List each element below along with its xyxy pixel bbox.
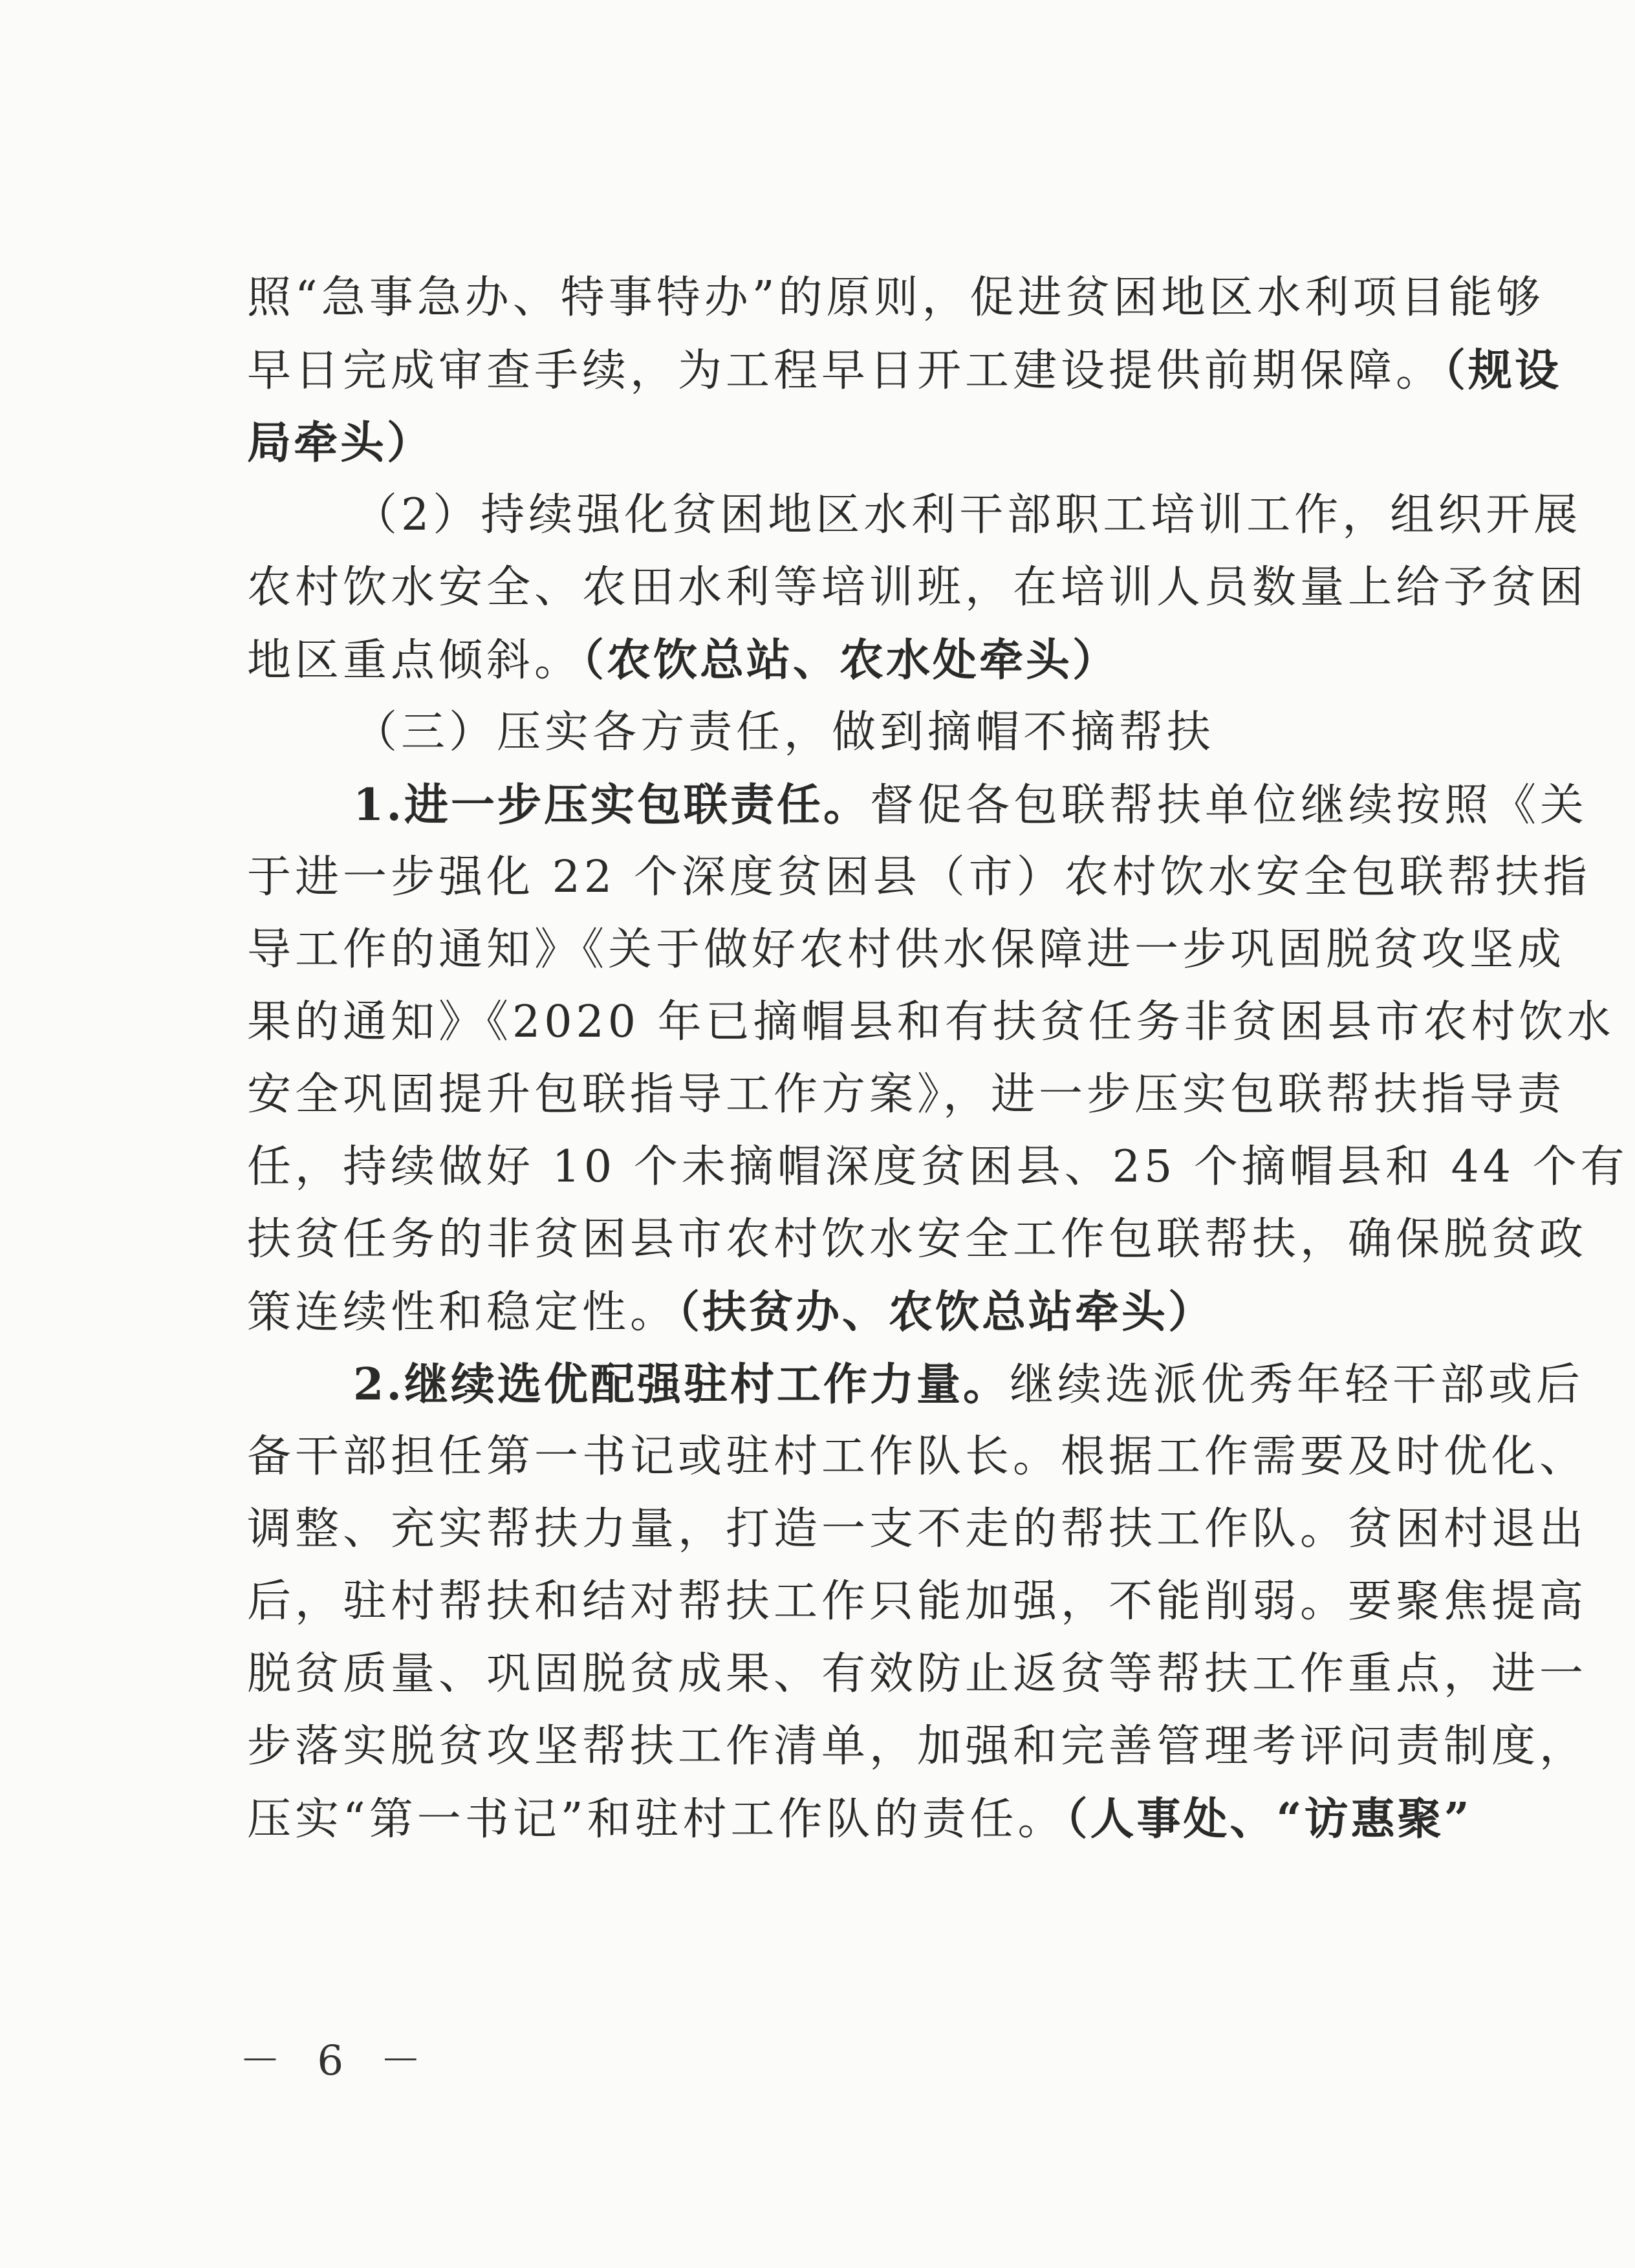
- text-segment: 策连续性和稳定性。: [247, 1287, 678, 1338]
- bold-text-segment: （扶贫办、农饮总站牵头）: [678, 1286, 1215, 1338]
- text-line: [247, 1493, 1588, 1566]
- text-segment: 扶贫任务的非贫困县市农村饮水安全工作包联帮扶，确保脱贫政: [247, 1214, 1588, 1265]
- text-segment: 督促各包联帮扶单位继续按照《关: [870, 780, 1588, 831]
- text-segment: （三）压实各方责任，做到摘帽不摘帮扶: [353, 707, 1215, 758]
- text-segment: 照“急事急办、特事特办”的原则，促进贫困地区水利项目能够: [247, 272, 1544, 323]
- text-segment: 脱贫质量、巩固脱贫成果、有效防止返贫等帮扶工作重点，进一: [247, 1648, 1588, 1700]
- text-line: [247, 914, 1566, 986]
- text-line: [247, 1131, 1629, 1204]
- text-line: [247, 624, 1437, 697]
- text-segment: 农村饮水安全、农田水利等培训班，在培训人员数量上给予贫困: [247, 562, 1588, 613]
- text-line: [247, 1059, 1566, 1131]
- text-segment: 地区重点倾斜。: [247, 635, 583, 686]
- page-number: － 6 －: [239, 2037, 433, 2085]
- text-line: [247, 479, 1582, 552]
- text-segment: 安全巩固提升包联指导工作方案》，进一步压实包联帮扶指导责: [247, 1069, 1566, 1120]
- bold-text-segment: （农饮总站、农水处牵头）: [582, 634, 1120, 686]
- text-segment: 于进一步强化 22 个深度贫困县（市）农村饮水安全包联帮扶指: [247, 852, 1591, 903]
- text-segment: （2）持续强化贫困地区水利干部职工培训工作，组织开展: [353, 490, 1582, 541]
- text-line: [247, 552, 1588, 624]
- text-segment: 备干部担任第一书记或驻村工作队长。根据工作需要及时优化、: [247, 1431, 1588, 1482]
- text-line: [247, 1421, 1588, 1493]
- bold-text-segment: 2.继续选优配强驻村工作力量。: [353, 1359, 1010, 1410]
- text-line: [247, 262, 1544, 334]
- text-segment: 任，持续做好 10 个未摘帽深度贫困县、25 个摘帽县和 44 个有: [247, 1141, 1629, 1193]
- text-line: [247, 1204, 1588, 1276]
- bold-text-segment: （规设: [1444, 345, 1562, 396]
- text-line: [247, 407, 1437, 479]
- bold-text-segment: 1.进一步压实包联责任。: [353, 779, 870, 831]
- text-segment: 步落实脱贫攻坚帮扶工作清单，加强和完善管理考评问责制度，: [247, 1721, 1588, 1772]
- text-segment: 果的通知》《2020 年已摘帽县和有扶贫任务非贫困县市农村饮水: [247, 997, 1615, 1048]
- text-segment: 压实“第一书记”和驻村工作队的责任。: [247, 1794, 1066, 1845]
- text-line: [247, 1711, 1588, 1783]
- text-line: [247, 697, 1437, 769]
- text-line: [247, 986, 1615, 1059]
- text-line: [247, 1566, 1588, 1638]
- text-segment: 后，驻村帮扶和结对帮扶工作只能加强，不能削弱。要聚焦提高: [247, 1576, 1588, 1627]
- text-line: [247, 1783, 1472, 1855]
- text-line: [247, 1276, 1437, 1348]
- text-line: [247, 1348, 1585, 1421]
- text-segment: 早日完成审查手续，为工程早日开工建设提供前期保障。: [247, 345, 1444, 396]
- text-line: [247, 769, 1588, 841]
- text-segment: 继续选派优秀年轻干部或后: [1010, 1359, 1585, 1410]
- bold-text-segment: 局牵头）: [247, 417, 434, 469]
- text-segment: 导工作的通知》《关于做好农村供水保障进一步巩固脱贫攻坚成: [247, 924, 1566, 975]
- text-segment: 调整、充实帮扶力量，打造一支不走的帮扶工作队。贫困村退出: [247, 1504, 1588, 1555]
- text-line: [247, 1638, 1588, 1711]
- document-body: [247, 262, 1629, 1855]
- text-line: [247, 334, 1562, 407]
- bold-text-segment: （人事处、“访惠聚”: [1065, 1793, 1472, 1845]
- text-line: [247, 841, 1591, 914]
